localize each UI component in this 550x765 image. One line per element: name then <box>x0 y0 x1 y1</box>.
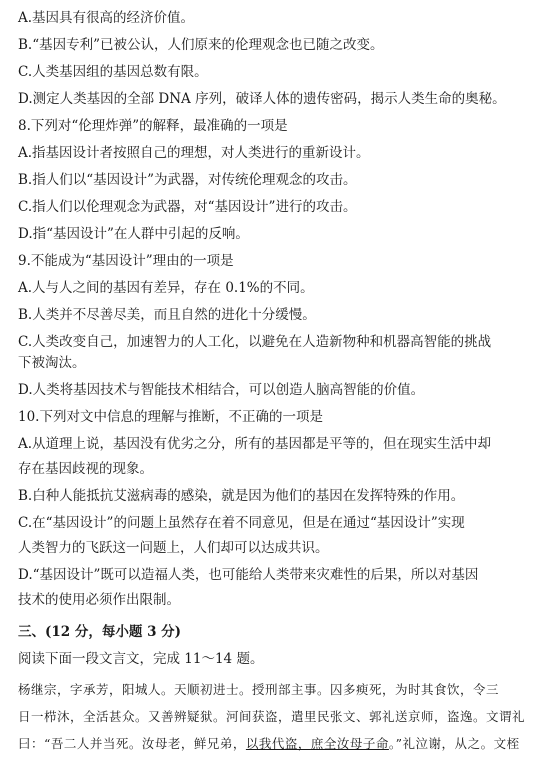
q7-option-d: D.测定人类基因的全部 DNA 序列，破译人体的遗传密码，揭示人类生命的奥秘。 <box>18 91 506 107</box>
q10-stem: 10.下列对文中信息的理解与推断，不正确的一项是 <box>18 409 323 425</box>
classical-text-line3-start: 曰：“吾二人并当死。汝母老，鲜兄弟， <box>18 736 246 751</box>
q10-option-b: B.白种人能抵抗艾滋病毒的感染，就是因为他们的基因在发挥特殊的作用。 <box>18 488 465 504</box>
q10-option-a-line2: 存在基因歧视的现象。 <box>18 461 153 477</box>
q7-option-a: A.基因具有很高的经济价值。 <box>18 10 195 26</box>
q9-option-b: B.人类并不尽善尽美，而且自然的进化十分缓慢。 <box>18 307 316 323</box>
classical-text-line1: 杨继宗，字承芳，阳城人。天顺初进士。授刑部主事。囚多瘐死，为时其食饮，令三 <box>18 682 500 697</box>
q10-option-d-line2: 技术的使用必须作出限制。 <box>18 592 180 608</box>
q10-option-c-line2: 人类智力的飞跃这一问题上，人们却可以达成共识。 <box>18 540 329 556</box>
q9-stem: 9.不能成为“基因设计”理由的一项是 <box>18 253 234 269</box>
q9-option-c-line1: C.人类改变自己，加速智力的人工化，以避免在人造新物种和机器高智能的挑战 <box>18 334 492 350</box>
q8-stem: 8.下列对“伦理炸弹”的解释，最准确的一项是 <box>18 118 288 134</box>
underlined-sentence: 以我代盗，庶全汝母子命 <box>245 736 389 751</box>
classical-text-line3-end: 。”礼泣谢，从之。文桎 <box>388 736 520 751</box>
classical-text-line2: 日一栉沐，全活甚众。又善辨疑狱。河间获盗，遣里民张文、郭礼送京师，盗逸。文谓礼 <box>18 709 526 724</box>
q8-option-d: D.指“基因设计”在人群中引起的反响。 <box>18 226 249 242</box>
q10-option-a-line1: A.从道理上说，基因没有优劣之分，所有的基因都是平等的，但在现实生活中却 <box>18 436 492 452</box>
q9-option-a: A.人与人之间的基因有差异，存在 0.1%的不同。 <box>18 280 314 296</box>
reading-instruction: 阅读下面一段文言文，完成 11～14 题。 <box>18 651 264 667</box>
q8-option-a: A.指基因设计者按照自己的理想，对人类进行的重新设计。 <box>18 145 370 161</box>
q10-option-d-line1: D.“基因设计”既可以造福人类，也可能给人类带来灾难性的后果，所以对基因 <box>18 567 479 583</box>
section-three-heading: 三、(12 分，每小题 3 分) <box>18 624 182 640</box>
q8-option-c: C.指人们以伦理观念为武器，对“基因设计”进行的攻击。 <box>18 199 357 215</box>
q9-option-d: D.人类将基因技术与智能技术相结合，可以创造人脑高智能的价值。 <box>18 382 425 398</box>
q9-option-c-line2: 下被淘汰。 <box>18 355 86 371</box>
q7-option-c: C.人类基因组的基因总数有限。 <box>18 64 208 80</box>
q10-option-c-line1: C.在“基因设计”的问题上虽然存在着不同意见，但是在通过“基因设计”实现 <box>18 515 465 531</box>
q8-option-b: B.指人们以“基因设计”为武器，对传统伦理观念的攻击。 <box>18 172 357 188</box>
q7-option-b: B.“基因专利”已被公认，人们原来的伦理观念也已随之改变。 <box>18 37 384 53</box>
classical-text-line3 <box>18 735 542 752</box>
